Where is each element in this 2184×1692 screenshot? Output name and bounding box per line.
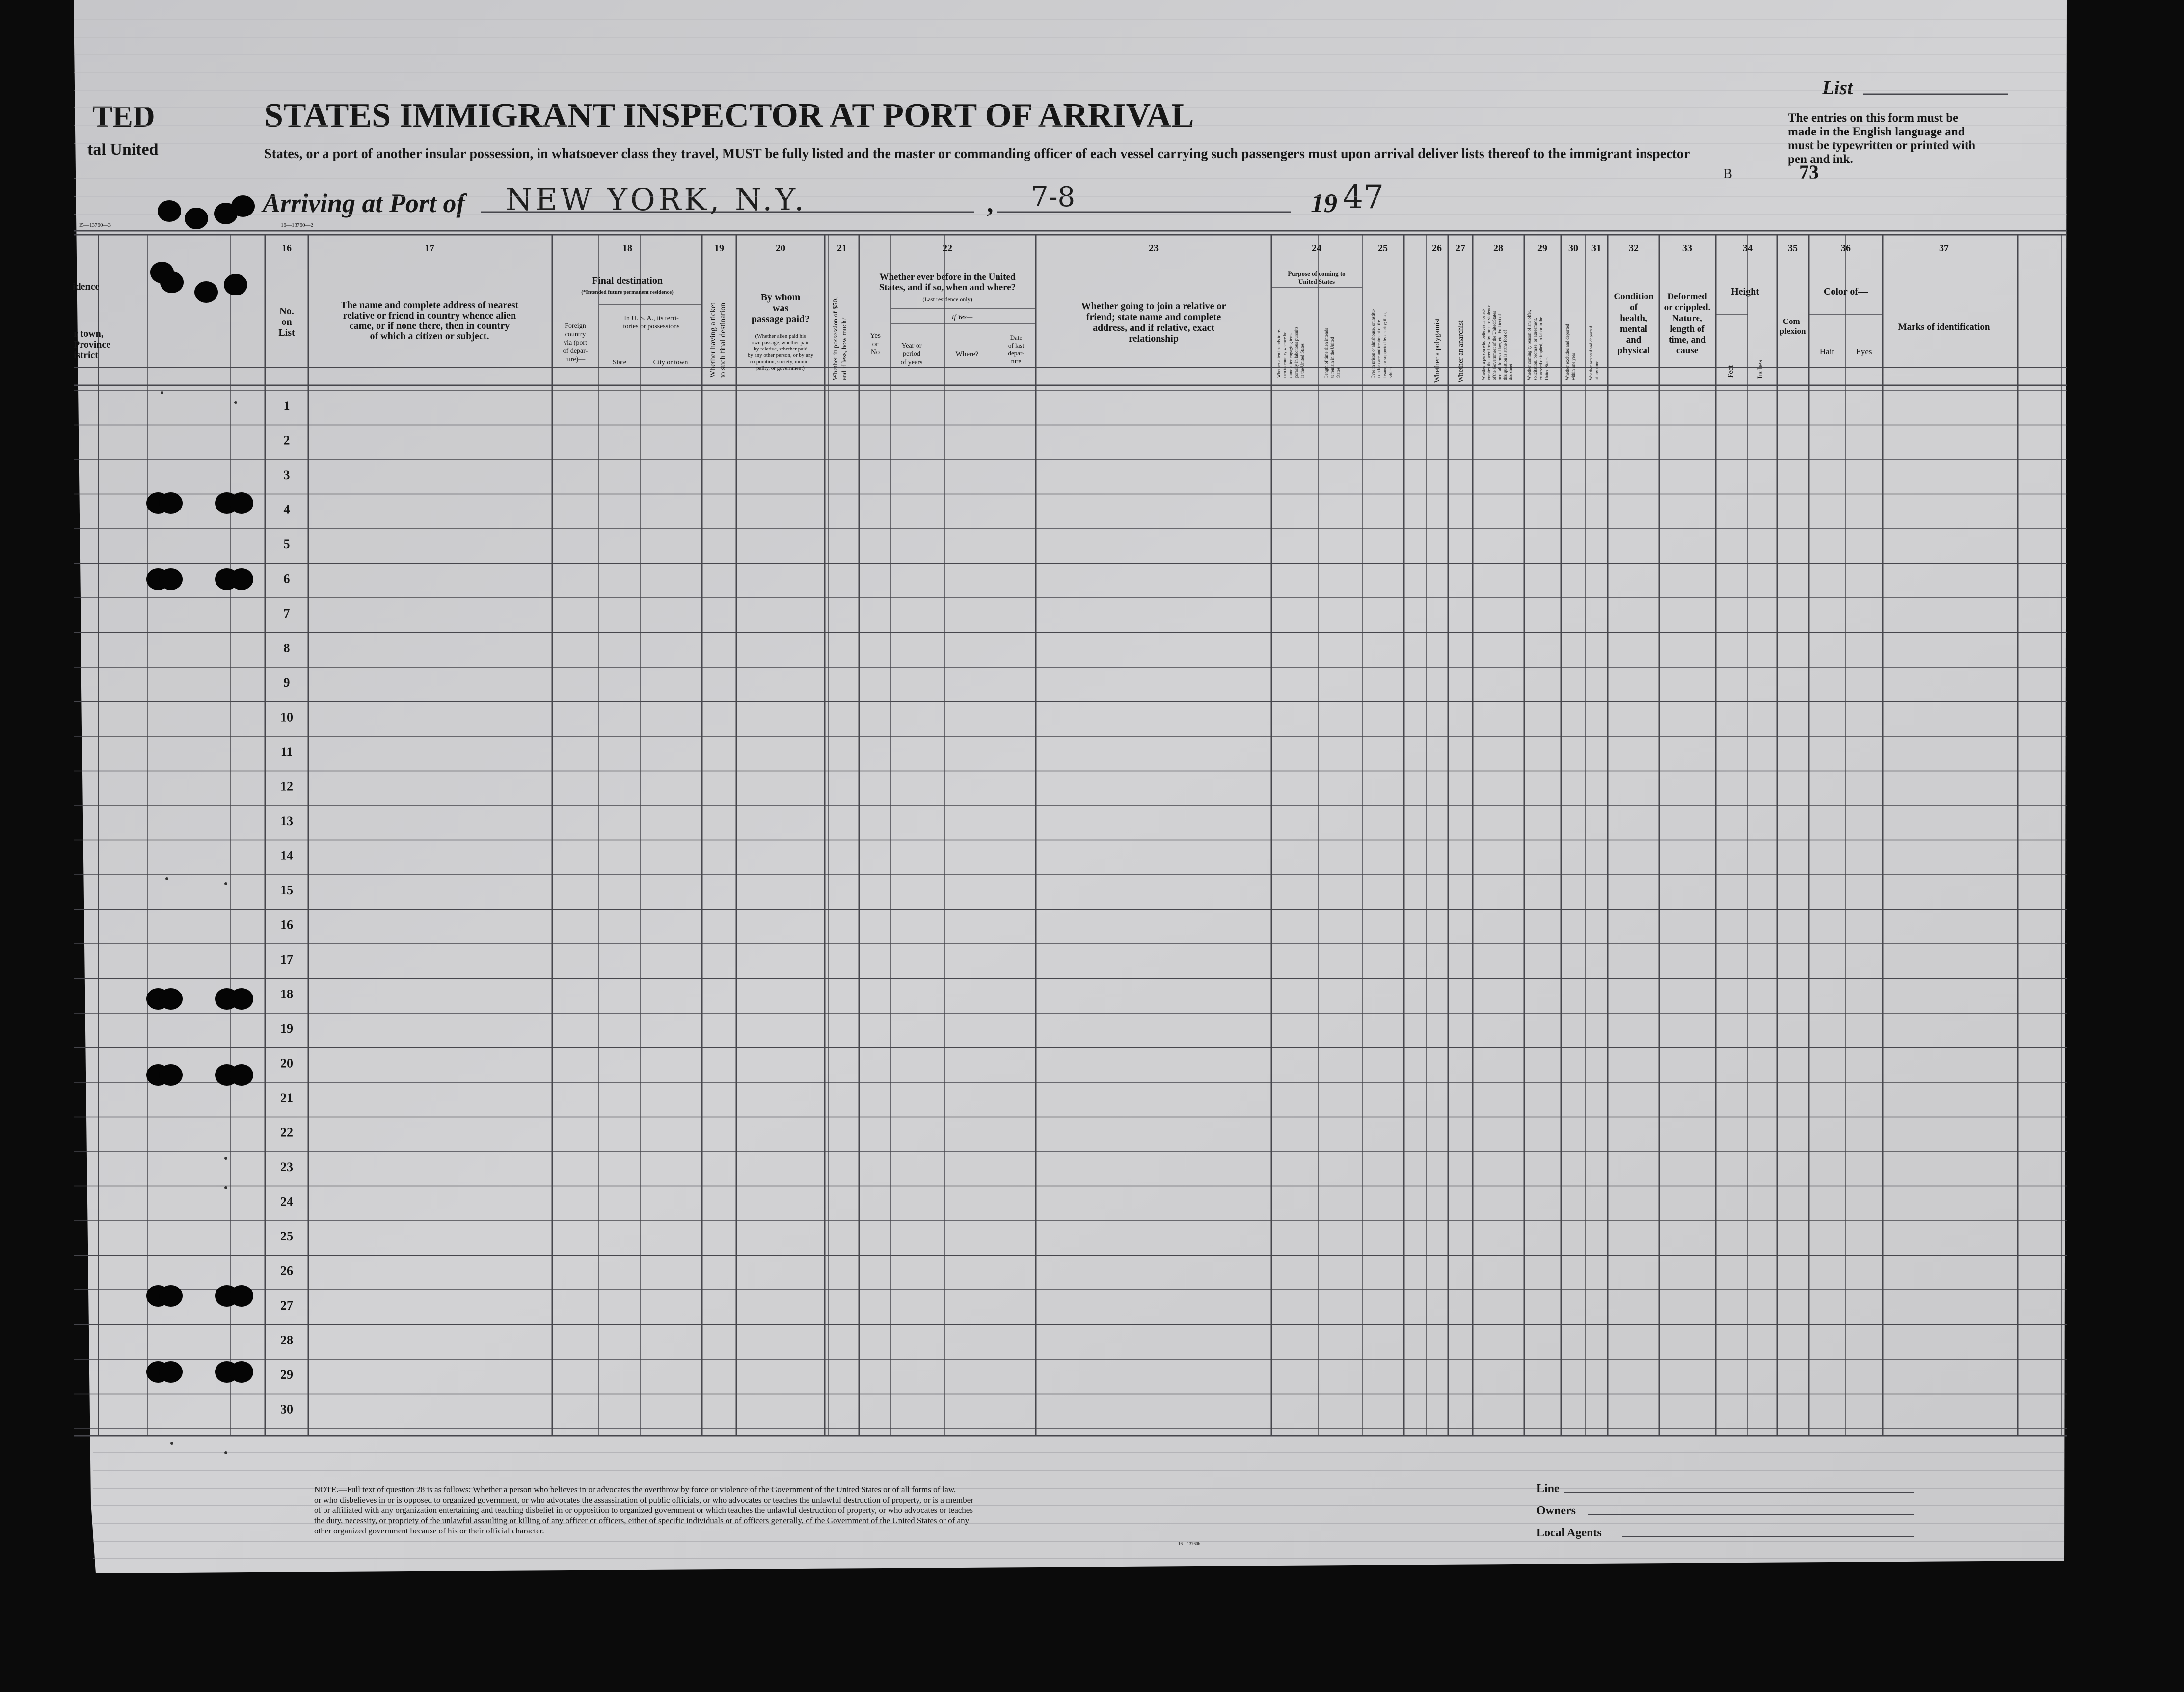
column-number-c28: 28 [1493, 243, 1503, 254]
form-instructions: must be typewritten or printed with [1788, 139, 1976, 152]
left-fragment-text: istrict [74, 350, 98, 361]
c24-vertical-a: turn to country whence he [1282, 332, 1287, 378]
c34-title: Height [1731, 286, 1759, 297]
c16-header: List [278, 327, 295, 338]
year-printed: 19 [1311, 188, 1337, 218]
port-value: NEW YORK, N.Y. [506, 182, 807, 217]
column-number-c18: 18 [622, 243, 632, 254]
punch-mark [234, 401, 237, 404]
c29-header: United States [1544, 356, 1549, 380]
left-fragment-text: Province [74, 339, 111, 350]
c18-note: (*Intended future permanent residence) [581, 289, 674, 295]
c20-header: passage paid? [751, 314, 810, 324]
c19-header: to such final destination [719, 302, 727, 378]
c25-header: Ever in prison or almshouse, or institu- [1371, 309, 1375, 378]
column-number-c26: 26 [1432, 243, 1442, 254]
c17-header: relative or friend in country whence alien [343, 310, 516, 321]
c17-header: of which a citizen or subject. [370, 331, 489, 342]
c28-header: of the Government of the United States [1492, 311, 1497, 380]
punch-mark [224, 1451, 227, 1454]
row-number: 28 [280, 1333, 293, 1347]
page-mark: B [1723, 167, 1733, 182]
footer-note: NOTE.—Full text of question 28 is as follows: Whether a person who believes in or advocates the overthrow by force or violence of the Government of the United States or of all forms of law, [314, 1485, 956, 1494]
row-number: 22 [280, 1125, 293, 1140]
c20-note: own passage, whether paid [751, 340, 810, 346]
c22-header: States, and if so, when and where? [879, 282, 1016, 293]
column-number-c29: 29 [1537, 243, 1547, 254]
c20-note: corporation, society, munici- [749, 359, 812, 365]
form-instructions: pen and ink. [1788, 153, 1853, 166]
row-number: 14 [280, 848, 293, 863]
footer-note: or who disbelieves in or is opposed to organized government, or who advocates the assassination of public officials, or who advocates or teaches the unlawful destruction of property, or is a member [314, 1495, 973, 1504]
column-number-c37: 37 [1939, 243, 1949, 254]
left-fragment-residence: idence [73, 281, 100, 292]
punch-hole [230, 1064, 253, 1086]
footer-note: of or affiliated with any organization entertaining and teaching disbelief in or opposition to organized government or which teaches the unlawful destruction of property, or who advocates or teaches [314, 1505, 973, 1515]
column-number-c24: 24 [1312, 243, 1321, 254]
c32-header: of [1630, 302, 1638, 313]
c25-header: insane, or supported by charity; if so, [1382, 312, 1387, 378]
c34-feet: Feet [1727, 365, 1735, 378]
c18-foreign: via (port [564, 339, 587, 347]
punch-hole [159, 492, 183, 514]
c17-header: The name and complete address of nearest [340, 300, 519, 311]
date-comma: , [987, 188, 994, 218]
row-number: 12 [280, 779, 293, 794]
c18-foreign: country [565, 331, 586, 338]
c31-header: Whether arrested and deported [1589, 326, 1593, 380]
punch-hole [230, 1361, 253, 1383]
c36-hair: Hair [1819, 347, 1835, 356]
punch-hole [230, 1285, 253, 1307]
c22-header: Whether ever before in the United [879, 272, 1016, 282]
column-number-c30: 30 [1568, 243, 1578, 254]
c18-usa: tories or possessions [623, 323, 680, 330]
row-number: 8 [283, 641, 290, 655]
column-number-c23: 23 [1149, 243, 1159, 254]
row-number: 21 [280, 1091, 293, 1105]
c33-header: time, and [1669, 335, 1706, 345]
punch-hole [224, 274, 247, 295]
c32-header: mental [1620, 324, 1647, 334]
title-fragment: TED [92, 100, 155, 134]
row-number: 9 [283, 675, 290, 690]
row-number: 3 [283, 468, 290, 482]
punch-mark [170, 1442, 173, 1445]
c22-if-yes: If Yes— [951, 314, 973, 321]
form-code-right: 16—13760—2 [281, 222, 313, 228]
row-number: 7 [283, 606, 290, 620]
c21-header: Whether in possession of $50, [832, 297, 839, 380]
punch-mark [224, 882, 227, 885]
form-instructions: made in the English language and [1788, 125, 1965, 138]
row-number: 11 [280, 745, 293, 759]
c20-note: by any other person, or by any [747, 352, 814, 358]
c30-header: Whether excluded and deported [1565, 324, 1570, 380]
row-number: 1 [283, 399, 290, 413]
c23-header: address, and if relative, exact [1092, 322, 1215, 333]
footer-note: other organized government because of his or their official character. [314, 1526, 544, 1535]
c22-note: (Last residence only) [922, 296, 972, 303]
form-title: STATES IMMIGRANT INSPECTOR AT PORT OF ARRIVAL [264, 97, 1194, 134]
row-number: 17 [280, 952, 293, 967]
row-number: 6 [283, 571, 290, 586]
c35-header: Com- [1782, 317, 1803, 326]
c18-title: Final destination [592, 275, 663, 286]
c24-title: United States [1298, 278, 1335, 285]
column-number-c27: 27 [1456, 243, 1465, 254]
port-label: Arriving at Port of [263, 188, 465, 218]
c25-header: which [1388, 367, 1393, 378]
c33-header: Nature, [1672, 313, 1702, 323]
row-number: 27 [280, 1298, 293, 1313]
row-number: 25 [280, 1229, 293, 1243]
c36-title: Color of— [1823, 286, 1868, 297]
column-number-c35: 35 [1788, 243, 1798, 254]
c26-header: Whether a polygamist [1433, 318, 1441, 383]
row-number: 19 [280, 1021, 293, 1036]
c20-note: (Whether alien paid his [755, 333, 806, 339]
c16-header: on [281, 317, 292, 327]
punch-hole [159, 1285, 183, 1307]
punch-hole [230, 492, 253, 514]
column-number-c33: 33 [1682, 243, 1692, 254]
left-fragment-text: r town, [74, 328, 104, 339]
row-number: 16 [280, 917, 293, 932]
subtitle-fragment: tal United [87, 140, 159, 159]
c33-header: or crippled. [1664, 302, 1711, 313]
c22-year: of years [900, 359, 923, 366]
column-number-c32: 32 [1629, 243, 1639, 254]
c37-title: Marks of identification [1898, 322, 1990, 332]
c32-header: and [1626, 335, 1642, 345]
column-number-c21: 21 [837, 243, 847, 254]
c22-date-last: ture [1011, 357, 1022, 365]
c24-title: Purpose of coming to [1288, 270, 1346, 277]
row-number: 24 [280, 1194, 293, 1209]
c29-header: Whether coming by reason of any offer, [1527, 310, 1532, 380]
punch-hole [185, 208, 208, 229]
c22-year: Year or [901, 342, 922, 349]
c30-header: within one year [1571, 353, 1576, 380]
c31-header: at any time [1594, 361, 1599, 380]
line-label: Line [1537, 1482, 1560, 1495]
c36-eyes: Eyes [1856, 347, 1872, 356]
c22-yes-no: Yes [870, 332, 881, 340]
punch-hole [159, 1361, 183, 1383]
row-number: 29 [280, 1368, 293, 1382]
c28-header: Whether a person who believes in or ad- [1481, 309, 1486, 380]
column-number-c22: 22 [943, 243, 952, 254]
row-number: 26 [280, 1263, 293, 1278]
c24-vertical-b: to remain in the United [1330, 337, 1335, 378]
c21-header: and if less, how much? [841, 317, 848, 380]
punch-hole [158, 200, 181, 222]
c29-header: expressed or implied, to labor in the [1538, 317, 1543, 380]
c33-header: length of [1670, 324, 1705, 334]
column-number-c19: 19 [714, 243, 724, 254]
form-code-left: 15—13760—3 [79, 222, 111, 228]
c22-date-last: depar- [1008, 349, 1025, 357]
column-number-c36: 36 [1841, 243, 1851, 254]
column-number-c25: 25 [1378, 243, 1388, 254]
c20-header: By whom [760, 292, 801, 303]
c22-date-last: of last [1008, 342, 1025, 349]
column-number-c16: 16 [282, 243, 292, 254]
c22-date-last: Date [1010, 334, 1023, 341]
punch-hole [159, 1064, 183, 1086]
punch-hole [230, 568, 253, 590]
form-subtitle: States, or a port of another insular possession, in whatsoever class they travel, MUST be fully listed and the master or commanding officer of each vessel carrying such passengers must upon arrival deliver lists thereof to the immigrant inspector [264, 146, 1690, 161]
punch-mark [165, 877, 168, 880]
c22-yes-no: or [872, 340, 879, 348]
year-written: 47 [1343, 178, 1384, 216]
c24-vertical-a: in the United States [1300, 343, 1305, 378]
date-value: 7-8 [1031, 181, 1076, 213]
punch-hole [159, 568, 183, 590]
row-number: 30 [280, 1402, 293, 1417]
c27-header: Whether an anarchist [1457, 320, 1465, 383]
row-number: 4 [283, 502, 290, 517]
column-number-c31: 31 [1591, 243, 1601, 254]
c20-note: by relative, whether paid [754, 346, 808, 352]
c18-foreign: ture)— [565, 356, 586, 363]
list-label: List [1822, 77, 1853, 99]
agents-label: Local Agents [1537, 1527, 1602, 1539]
punch-hole [231, 195, 255, 217]
footer-form-code: 16—13760b [1178, 1541, 1200, 1546]
c28-header: vocates the overthrow by force or violence [1486, 305, 1491, 380]
c20-header: was [772, 303, 789, 314]
paper [74, 0, 2067, 1573]
c33-header: Deformed [1667, 292, 1707, 302]
owners-label: Owners [1537, 1504, 1576, 1517]
punch-mark [224, 1157, 227, 1160]
c24-vertical-b: States [1336, 367, 1341, 378]
c25-header: tion for care and treatment of the [1376, 320, 1381, 378]
c24-vertical-b: Length of time alien intends [1324, 328, 1329, 378]
row-number: 18 [280, 987, 293, 1001]
c23-header: relationship [1129, 333, 1179, 344]
row-number: 23 [280, 1160, 293, 1174]
row-number: 5 [283, 537, 290, 551]
c34-inches: Inches [1756, 359, 1764, 379]
c16-header: No. [279, 306, 294, 317]
punch-mark [161, 391, 163, 394]
punch-mark [224, 1186, 227, 1189]
c23-header: Whether going to join a relative or [1081, 301, 1226, 312]
c22-year: period [903, 350, 920, 358]
c28-header: this question is at the foot of [1503, 330, 1508, 380]
footer-note: the duty, necessity, or propriety of the unlawful assaulting or killing of any officer or officers, either of specific individuals or of officers generally, of the Government of the United States or of any [314, 1516, 970, 1525]
c18-city: City or town [653, 359, 688, 366]
c24-vertical-a: porarily in laborious pursuits [1294, 326, 1299, 378]
column-number-c20: 20 [776, 243, 785, 254]
c33-header: cause [1676, 346, 1699, 356]
c19-header: Whether having a ticket [709, 302, 717, 378]
c17-header: came, or if none there, then in country [349, 321, 510, 331]
c22-yes-no: No [870, 349, 880, 356]
row-number: 2 [283, 433, 290, 448]
c24-vertical-a: came after engaging tem- [1288, 333, 1293, 378]
c35-header: plexion [1780, 326, 1806, 336]
c18-state: State [613, 359, 626, 366]
c20-note: pality, or government) [756, 365, 805, 371]
punch-hole [159, 988, 183, 1010]
c28-header: this sheet [1508, 364, 1513, 380]
c23-header: friend; state name and complete [1086, 312, 1221, 322]
punch-hole [194, 281, 218, 303]
c29-header: solicitation, promise, or agreement, [1533, 318, 1537, 380]
punch-hole [150, 262, 174, 283]
c32-header: physical [1617, 346, 1650, 356]
c18-usa: In U. S. A., its terri- [624, 315, 679, 322]
form-instructions: The entries on this form must be [1788, 111, 1959, 125]
c28-header: or of all forms of law, etc. Full text of [1497, 314, 1502, 380]
c22-where: Where? [955, 350, 979, 358]
c24-vertical-a: Whether alien intends to re- [1276, 328, 1281, 378]
c32-header: Condition [1614, 292, 1654, 302]
c18-foreign: Foreign [565, 322, 586, 330]
column-number-c34: 34 [1743, 243, 1753, 254]
row-number: 15 [280, 883, 293, 897]
row-number: 20 [280, 1056, 293, 1071]
c18-foreign: of depar- [563, 348, 588, 355]
column-number-c17: 17 [425, 243, 434, 254]
c32-header: health, [1620, 313, 1647, 323]
row-number: 13 [280, 814, 293, 828]
page-number: 73 [1799, 161, 1819, 183]
row-number: 10 [280, 710, 293, 725]
punch-hole [230, 988, 253, 1010]
